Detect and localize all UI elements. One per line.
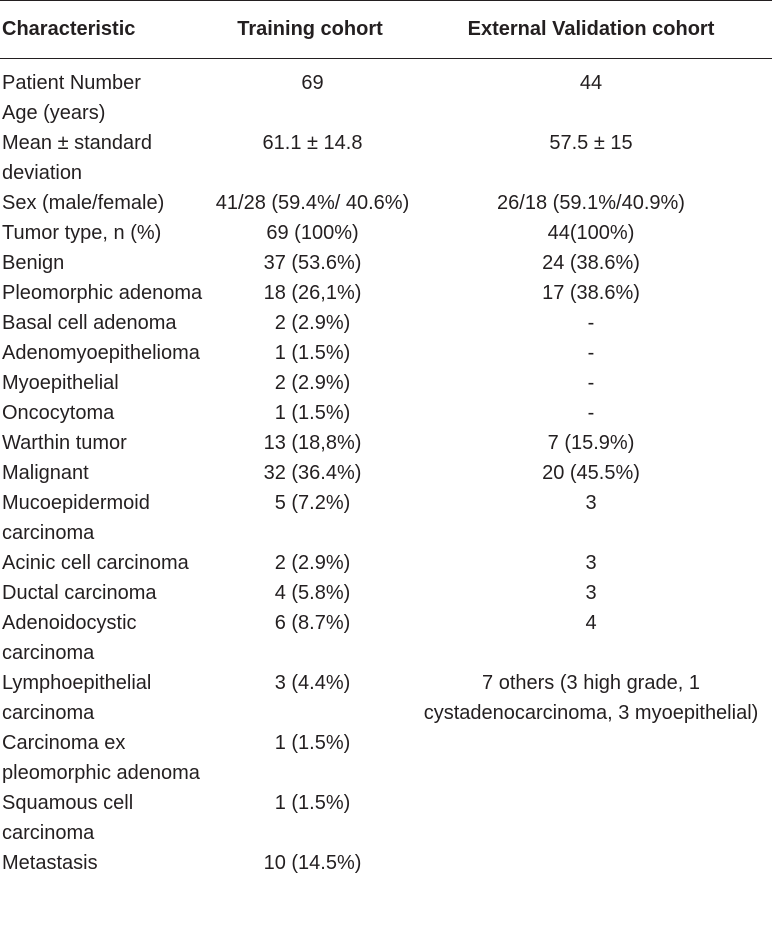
external-value xyxy=(410,728,772,788)
external-value: 3 xyxy=(585,582,597,604)
row-label: Malignant xyxy=(2,462,89,484)
external-value: 26/18 (59.1%/40.9%) xyxy=(497,192,685,214)
external-value: 57.5 ± 15 xyxy=(549,132,633,154)
training-value: 3 (4.4%) xyxy=(274,672,351,694)
header-external-validation-cohort: External Validation cohort xyxy=(467,18,715,40)
external-value: 44(100%) xyxy=(547,222,635,244)
row-label: Ductal carcinoma xyxy=(2,582,157,604)
training-value: 18 (26,1%) xyxy=(263,282,362,304)
external-value: 7 (15.9%) xyxy=(547,432,635,454)
row-label: Mucoepidermoid carcinoma xyxy=(2,492,150,544)
training-value: 37 (53.6%) xyxy=(263,252,362,274)
row-label: Benign xyxy=(2,252,65,274)
training-value: 2 (2.9%) xyxy=(274,312,351,334)
training-value: 6 (8.7%) xyxy=(274,612,351,634)
external-value: 20 (45.5%) xyxy=(542,462,640,484)
row-label: Adenomyoepithelioma xyxy=(2,342,200,364)
external-value: 7 others (3 high grade, 1 cystadenocarcinoma, 3 myoepithelial) xyxy=(423,672,759,724)
table-row xyxy=(0,128,772,188)
training-value: 4 (5.8%) xyxy=(274,582,351,604)
row-label: Basal cell adenoma xyxy=(2,312,177,334)
table-row xyxy=(0,458,772,488)
training-value: 61.1 ± 14.8 xyxy=(262,132,363,154)
table-row xyxy=(0,488,772,548)
table-row xyxy=(0,398,772,428)
training-value: 10 (14.5%) xyxy=(263,852,362,874)
table-row xyxy=(0,548,772,578)
row-label: Squamous cell carcinoma xyxy=(2,792,134,844)
training-value: 69 (100%) xyxy=(266,222,359,244)
external-value: - xyxy=(587,342,595,364)
header-characteristic: Characteristic xyxy=(2,18,136,40)
training-value: 1 (1.5%) xyxy=(274,402,351,424)
external-value: 44 xyxy=(579,72,603,94)
table-row xyxy=(0,368,772,398)
table-row xyxy=(0,668,772,728)
table-row xyxy=(0,728,772,788)
table-row xyxy=(0,188,772,218)
row-label: Myoepithelial xyxy=(2,372,119,394)
external-value xyxy=(410,788,772,848)
external-value: 4 xyxy=(585,612,597,634)
row-label: Metastasis xyxy=(2,852,98,874)
row-label: Pleomorphic adenoma xyxy=(2,282,203,304)
table-row xyxy=(0,338,772,368)
table-row xyxy=(0,218,772,248)
external-value xyxy=(410,848,772,878)
row-label: Age (years) xyxy=(2,102,106,124)
row-label: Patient Number xyxy=(2,72,141,94)
row-label: Tumor type, n (%) xyxy=(2,222,162,244)
training-value: 1 (1.5%) xyxy=(274,732,351,754)
external-value: 3 xyxy=(585,492,597,514)
table-row xyxy=(0,578,772,608)
row-label: Mean ± standard deviation xyxy=(2,132,152,184)
training-value: 32 (36.4%) xyxy=(263,462,362,484)
table-row xyxy=(0,98,772,128)
training-value: 13 (18,8%) xyxy=(263,432,362,454)
table-row xyxy=(0,788,772,848)
table-row xyxy=(0,248,772,278)
table-row xyxy=(0,278,772,308)
training-value: 2 (2.9%) xyxy=(274,372,351,394)
external-value: 24 (38.6%) xyxy=(542,252,640,274)
training-value xyxy=(215,98,410,128)
table-row xyxy=(0,848,772,878)
training-value: 69 xyxy=(301,72,324,94)
training-value: 1 (1.5%) xyxy=(274,342,351,364)
row-label: Sex (male/female) xyxy=(2,192,165,214)
external-value: - xyxy=(587,312,595,334)
training-value: 5 (7.2%) xyxy=(274,492,351,514)
row-label: Acinic cell carcinoma xyxy=(2,552,189,574)
row-label: Oncocytoma xyxy=(2,402,115,424)
table-row xyxy=(0,308,772,338)
external-value: 17 (38.6%) xyxy=(542,282,640,304)
table-row xyxy=(0,68,772,98)
header-rule xyxy=(0,58,772,59)
training-value: 41/28 (59.4%/ 40.6%) xyxy=(215,192,410,214)
row-label: Carcinoma ex pleomorphic adenoma xyxy=(2,732,200,784)
table-body xyxy=(0,68,772,878)
row-label: Adenoidocystic carcinoma xyxy=(2,612,137,664)
table-row xyxy=(0,428,772,458)
header-training-cohort: Training cohort xyxy=(237,18,383,40)
external-value: 3 xyxy=(585,552,597,574)
external-value xyxy=(410,98,772,128)
external-value: - xyxy=(587,372,595,394)
training-value: 1 (1.5%) xyxy=(274,792,351,814)
training-value: 2 (2.9%) xyxy=(274,552,351,574)
external-value: - xyxy=(587,402,595,424)
row-label: Lymphoepithelial carcinoma xyxy=(2,672,152,724)
table-row xyxy=(0,608,772,668)
row-label: Warthin tumor xyxy=(2,432,127,454)
